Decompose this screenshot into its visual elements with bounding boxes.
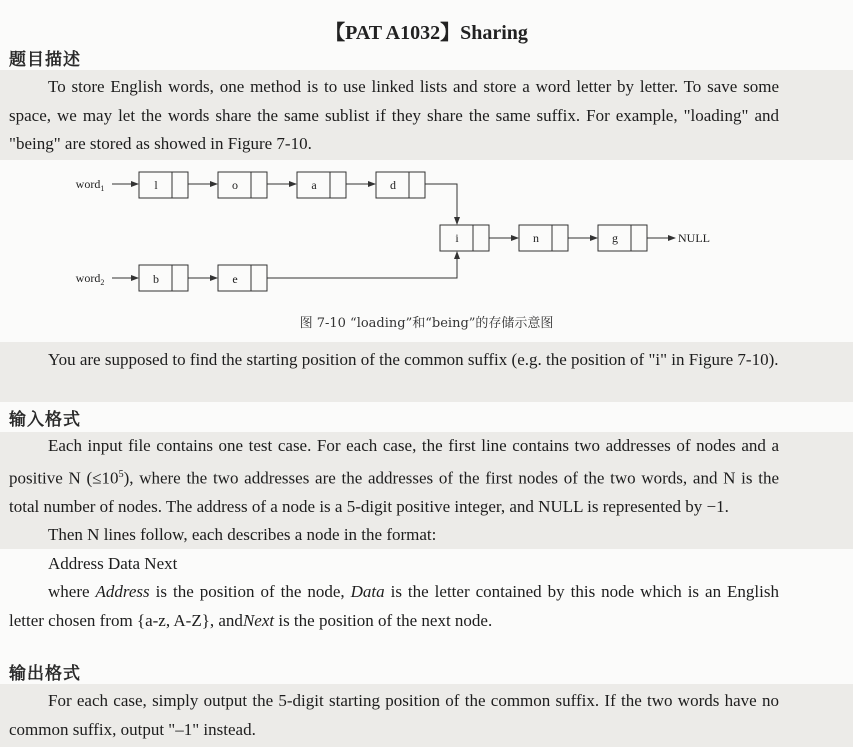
figure-caption: 图 7-10 “loading”和“being”的存储示意图 (299, 316, 554, 331)
null-label: NULL (678, 231, 710, 245)
node-n: n (533, 231, 539, 245)
output-paragraph (9, 687, 779, 744)
input-text-3: Address Data Next (48, 553, 178, 573)
input-paragraphs (9, 432, 779, 635)
page-title: 【PAT A1032】Sharing (325, 22, 528, 44)
node-l: l (154, 178, 158, 192)
node-a: a (311, 178, 317, 192)
node-d: d (390, 178, 396, 192)
linked-list-figure (0, 168, 853, 298)
input-text-1: Each input file contains one test case. For each case, the first line contains two addresses of nodes and a positive N $(\le 10^5)$, where the two addresses are the addresses of the first nodes of the two words, and N is the total number of nodes. The address of a node is a 5-digit positive integer, and NULL is represented by −1. (9, 436, 780, 516)
description-heading: 题目描述 (9, 50, 81, 70)
node-b: b (153, 272, 159, 286)
node-i: i (455, 231, 459, 245)
input-text-4: where Address is the position of the node, Data is the letter contained by this node which is an English letter chosen from {a-z, A-Z}, andNext is the position of the next node. (9, 582, 779, 630)
description-paragraph-2 (9, 346, 779, 375)
node-g: g (612, 231, 618, 245)
output-text: For each case, simply output the 5-digit starting position of the common suffix. If the two words have no common suffix, output "–1" instead. (9, 691, 779, 739)
node-e: e (232, 272, 238, 286)
input-text-2: Then N lines follow, each describes a node in the format: (48, 525, 437, 545)
description-text-2: You are supposed to find the starting position of the common suffix (e.g. the position of "i" in Figure 7-10). (48, 350, 779, 369)
word1-label: word$_1$ (75, 177, 105, 193)
output-heading: 输出格式 (9, 664, 81, 684)
description-text: To store English words, one method is to use linked lists and store a word letter by letter. To save some space, we may let the words share the same sublist if they share the same suffix. For example, "loading" and "being" are stored as showed in Figure 7-10. (9, 77, 779, 153)
word2-label: word$_2$ (75, 271, 105, 287)
description-paragraph-1 (9, 73, 779, 159)
node-o: o (232, 178, 238, 192)
input-heading: 输入格式 (9, 410, 81, 430)
